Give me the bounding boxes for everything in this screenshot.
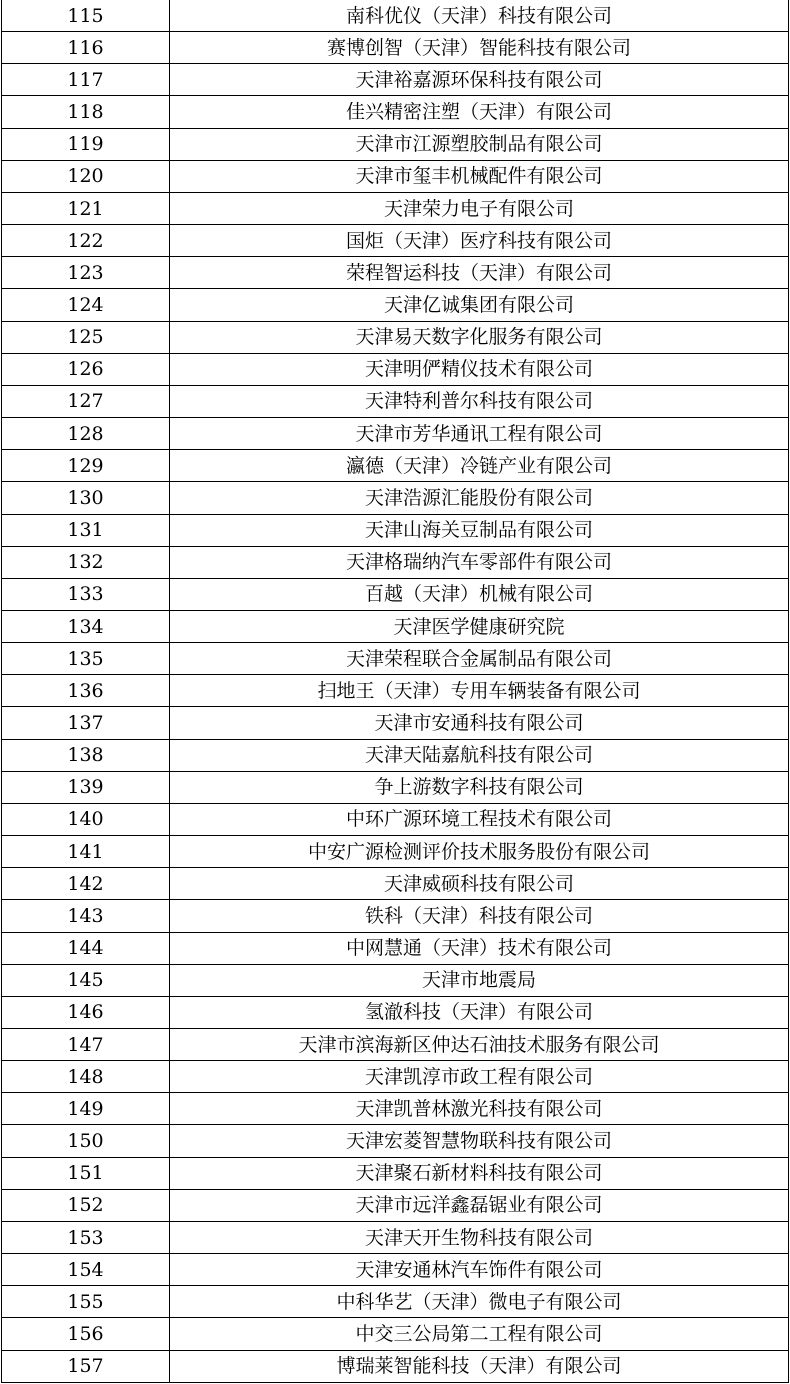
- company-name: 天津天开生物科技有限公司: [170, 1221, 789, 1253]
- row-number: 140: [2, 803, 170, 835]
- table-row: [2, 450, 789, 482]
- company-name: 天津凯淳市政工程有限公司: [170, 1061, 789, 1093]
- company-name: 天津凯普林激光科技有限公司: [170, 1093, 789, 1125]
- company-name: 天津威硕科技有限公司: [170, 868, 789, 900]
- row-number: 118: [2, 96, 170, 128]
- company-name: 南科优仪（天津）科技有限公司: [170, 0, 789, 32]
- company-name: 天津市滨海新区仲达石油技术服务有限公司: [170, 1029, 789, 1061]
- table-row: [2, 868, 789, 900]
- company-name: 天津天陆嘉航科技有限公司: [170, 739, 789, 771]
- table-row: [2, 1029, 789, 1061]
- table-row: [2, 418, 789, 450]
- row-number: 117: [2, 64, 170, 96]
- row-number: 153: [2, 1221, 170, 1253]
- row-number: 115: [2, 0, 170, 32]
- table-row: [2, 257, 789, 289]
- company-name: 扫地王（天津）专用车辆装备有限公司: [170, 675, 789, 707]
- table-row: [2, 932, 789, 964]
- row-number: 126: [2, 353, 170, 385]
- table-row: [2, 1221, 789, 1253]
- table-row: [2, 1189, 789, 1221]
- row-number: 120: [2, 160, 170, 192]
- row-number: 138: [2, 739, 170, 771]
- row-number: 135: [2, 643, 170, 675]
- row-number: 127: [2, 385, 170, 417]
- company-name: 天津明俨精仪技术有限公司: [170, 353, 789, 385]
- company-name: 天津裕嘉源环保科技有限公司: [170, 64, 789, 96]
- table-row: [2, 1286, 789, 1318]
- table-row: [2, 964, 789, 996]
- company-list-table: [1, 0, 789, 1383]
- table-row: [2, 482, 789, 514]
- table-row: [2, 1125, 789, 1157]
- company-name: 天津市安通科技有限公司: [170, 707, 789, 739]
- table-row: [2, 160, 789, 192]
- row-number: 124: [2, 289, 170, 321]
- row-number: 154: [2, 1254, 170, 1286]
- table-row: [2, 1254, 789, 1286]
- row-number: 134: [2, 610, 170, 642]
- table-row: [2, 1350, 789, 1382]
- company-name: 中环广源环境工程技术有限公司: [170, 803, 789, 835]
- table-row: [2, 514, 789, 546]
- row-number: 122: [2, 225, 170, 257]
- row-number: 139: [2, 771, 170, 803]
- row-number: 147: [2, 1029, 170, 1061]
- company-name: 天津市地震局: [170, 964, 789, 996]
- table-row: [2, 707, 789, 739]
- row-number: 125: [2, 321, 170, 353]
- table-row: [2, 1093, 789, 1125]
- row-number: 130: [2, 482, 170, 514]
- row-number: 141: [2, 836, 170, 868]
- table-row: [2, 739, 789, 771]
- row-number: 155: [2, 1286, 170, 1318]
- row-number: 133: [2, 578, 170, 610]
- row-number: 149: [2, 1093, 170, 1125]
- company-name: 天津市玺丰机械配件有限公司: [170, 160, 789, 192]
- table-row: [2, 546, 789, 578]
- company-name: 荣程智运科技（天津）有限公司: [170, 257, 789, 289]
- table-row: [2, 0, 789, 32]
- company-name: 国炬（天津）医疗科技有限公司: [170, 225, 789, 257]
- company-name: 天津易天数字化服务有限公司: [170, 321, 789, 353]
- row-number: 116: [2, 32, 170, 64]
- row-number: 146: [2, 996, 170, 1028]
- table-row: [2, 900, 789, 932]
- company-name: 天津荣程联合金属制品有限公司: [170, 643, 789, 675]
- table-row: [2, 803, 789, 835]
- company-name: 争上游数字科技有限公司: [170, 771, 789, 803]
- row-number: 132: [2, 546, 170, 578]
- company-name: 天津市芳华通讯工程有限公司: [170, 418, 789, 450]
- table-row: [2, 192, 789, 224]
- row-number: 137: [2, 707, 170, 739]
- company-name: 天津聚石新材料科技有限公司: [170, 1157, 789, 1189]
- company-name: 博瑞莱智能科技（天津）有限公司: [170, 1350, 789, 1382]
- company-name: 铁科（天津）科技有限公司: [170, 900, 789, 932]
- company-name: 天津格瑞纳汽车零部件有限公司: [170, 546, 789, 578]
- company-name: 天津市远洋鑫磊锯业有限公司: [170, 1189, 789, 1221]
- company-name: 天津亿诚集团有限公司: [170, 289, 789, 321]
- table-row: [2, 353, 789, 385]
- company-name: 天津特利普尔科技有限公司: [170, 385, 789, 417]
- company-name: 中网慧通（天津）技术有限公司: [170, 932, 789, 964]
- table-row: [2, 996, 789, 1028]
- table-row: [2, 32, 789, 64]
- row-number: 121: [2, 192, 170, 224]
- row-number: 131: [2, 514, 170, 546]
- row-number: 143: [2, 900, 170, 932]
- table-row: [2, 836, 789, 868]
- table-row: [2, 385, 789, 417]
- row-number: 148: [2, 1061, 170, 1093]
- company-name: 天津市江源塑胶制品有限公司: [170, 128, 789, 160]
- company-name: 瀛德（天津）冷链产业有限公司: [170, 450, 789, 482]
- table-row: [2, 1061, 789, 1093]
- row-number: 142: [2, 868, 170, 900]
- company-name: 中科华艺（天津）微电子有限公司: [170, 1286, 789, 1318]
- company-name: 佳兴精密注塑（天津）有限公司: [170, 96, 789, 128]
- row-number: 144: [2, 932, 170, 964]
- company-name: 赛博创智（天津）智能科技有限公司: [170, 32, 789, 64]
- company-name: 百越（天津）机械有限公司: [170, 578, 789, 610]
- table-row: [2, 225, 789, 257]
- table-row: [2, 610, 789, 642]
- row-number: 136: [2, 675, 170, 707]
- company-list-body: [2, 0, 789, 1382]
- table-row: [2, 64, 789, 96]
- row-number: 129: [2, 450, 170, 482]
- row-number: 152: [2, 1189, 170, 1221]
- company-name: 中交三公局第二工程有限公司: [170, 1318, 789, 1350]
- table-row: [2, 289, 789, 321]
- table-row: [2, 1157, 789, 1189]
- table-row: [2, 96, 789, 128]
- row-number: 128: [2, 418, 170, 450]
- row-number: 157: [2, 1350, 170, 1382]
- row-number: 151: [2, 1157, 170, 1189]
- row-number: 145: [2, 964, 170, 996]
- row-number: 156: [2, 1318, 170, 1350]
- row-number: 119: [2, 128, 170, 160]
- company-name: 天津山海关豆制品有限公司: [170, 514, 789, 546]
- row-number: 150: [2, 1125, 170, 1157]
- table-row: [2, 128, 789, 160]
- table-row: [2, 675, 789, 707]
- company-name: 氢澈科技（天津）有限公司: [170, 996, 789, 1028]
- company-name: 天津宏菱智慧物联科技有限公司: [170, 1125, 789, 1157]
- row-number: 123: [2, 257, 170, 289]
- table-row: [2, 578, 789, 610]
- company-name: 天津荣力电子有限公司: [170, 192, 789, 224]
- table-row: [2, 643, 789, 675]
- company-name: 天津浩源汇能股份有限公司: [170, 482, 789, 514]
- table-row: [2, 1318, 789, 1350]
- table-row: [2, 321, 789, 353]
- table-row: [2, 771, 789, 803]
- company-name: 天津安通林汽车饰件有限公司: [170, 1254, 789, 1286]
- company-name: 中安广源检测评价技术服务股份有限公司: [170, 836, 789, 868]
- company-name: 天津医学健康研究院: [170, 610, 789, 642]
